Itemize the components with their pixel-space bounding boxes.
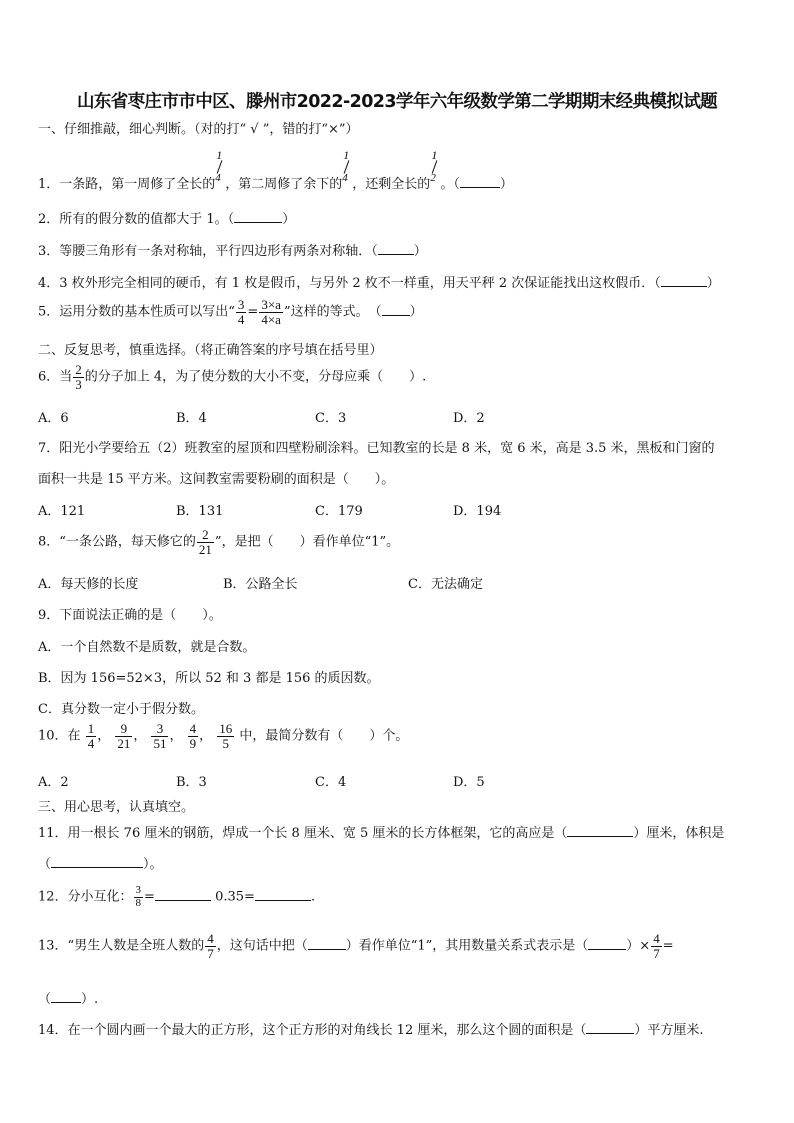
question-13: 13．“男生人数是全班人数的 $\frac{4}{7}$ ，这句话中把（ ）看作单位“1”，其用数量关系式表示是（ ）× $\frac{4}{7}$ = [38, 931, 674, 961]
fraction-2-3: $\frac{2}{3}$ [75, 362, 82, 392]
fraction-16-5: $\frac{16}{5}$ [219, 721, 233, 751]
q9-option-c[interactable]: C．真分数一定小于假分数。 [38, 702, 204, 717]
answer-blank[interactable] [155, 888, 211, 901]
fraction-3a-4a: $\frac{3\times a}{4\times a}$ [261, 297, 281, 327]
q8-option-b[interactable]: B．公路全长 [223, 577, 298, 592]
question-4: 4．3 枚外形完全相同的硬币，有 1 枚是假币，与另外 2 枚不一样重，用天平秤 2 次保证能找出这枚假币．（ ） [38, 276, 720, 291]
section-1-heading: 一、仔细推敲，细心判断。（对的打“ √ ”，错的打“×”） [38, 122, 359, 137]
q7-option-d[interactable]: D．194 [453, 504, 502, 519]
question-9: 9．下面说法正确的是（ ）。 [38, 608, 222, 623]
question-1: 1．一条路，第一周修了全长的 1 4 ，第二周修了余下的 1 4 ，还剩全长的 1 2 。（ ） [38, 148, 513, 192]
q1-text-a: 1．一条路，第一周修了全长的 [38, 177, 216, 192]
fraction-3-8: $\frac{3}{8}$ [135, 884, 142, 909]
fraction-2-21: $\frac{2}{21}$ [198, 527, 212, 557]
answer-blank[interactable] [460, 175, 500, 188]
q1-text-d: 。（ [440, 177, 460, 192]
fraction-9-21: $\frac{9}{21}$ [117, 721, 131, 751]
q10-option-d[interactable]: D．5 [453, 775, 485, 790]
question-8: 8．“一条公路，每天修它的 $\frac{2}{21}$ ”，是把（ ）看作单位“1”。 [38, 527, 400, 557]
q9-option-a[interactable]: A．一个自然数不是质数，就是合数。 [38, 640, 256, 655]
answer-blank[interactable] [234, 210, 282, 223]
question-2: 2．所有的假分数的值都大于 1。（ ） [38, 212, 296, 227]
question-3: 3．等腰三角形有一条对称轴，平行四边形有两条对称轴．（ ） [38, 244, 427, 259]
fraction-3-51: $\frac{3}{51}$ [153, 721, 167, 751]
answer-blank[interactable] [567, 824, 633, 837]
answer-blank[interactable] [378, 242, 414, 255]
answer-blank[interactable] [51, 855, 143, 868]
q7-option-c[interactable]: C．179 [315, 504, 363, 519]
question-14: 14．在一个圆内画一个最大的正方形，这个正方形的对角线长 12 厘米，那么这个圆的面积是（ ）平方厘米. [38, 1023, 704, 1038]
answer-blank[interactable] [255, 888, 311, 901]
answer-blank[interactable] [588, 937, 626, 950]
fraction-1-4: 1 4 [215, 148, 223, 184]
q10-option-c[interactable]: C．4 [315, 775, 347, 790]
q10-option-b[interactable]: B．3 [176, 775, 207, 790]
q7-option-b[interactable]: B．131 [176, 504, 224, 519]
fraction-1-4: $\frac{1}{4}$ [87, 721, 95, 751]
question-11-line-1: 11．用一根长 76 厘米的钢筋，焊成一个长 8 厘米、宽 5 厘米的长方体框架，它的高应是（ ）厘米，体积是 [38, 826, 725, 841]
answer-blank[interactable] [308, 937, 346, 950]
q6-option-c[interactable]: C．3 [315, 411, 347, 426]
q1-text-b: ，第二周修了余下的 [225, 177, 343, 192]
question-7-line-1: 7．阳光小学要给五（2）班教室的屋顶和四壁粉刷涂料。已知教室的长是 8 米，宽 6 米，高是 3.5 米，黑板和门窗的 [38, 441, 715, 456]
q1-text-c: ，还剩全长的 [352, 177, 431, 192]
answer-blank[interactable] [661, 274, 707, 287]
q7-option-a[interactable]: A．121 [38, 504, 86, 519]
q10-option-a[interactable]: A．2 [38, 775, 69, 790]
page-title: 山东省枣庄市市中区、滕州市2022-2023学年六年级数学第二学期期末经典模拟试题 [76, 92, 718, 112]
q8-option-c[interactable]: C．无法确定 [408, 577, 483, 592]
question-7-line-2: 面积一共是 15 平方米。这间教室需要粉刷的面积是（ ）。 [38, 472, 395, 487]
q9-option-b[interactable]: B．因为 156=52×3，所以 52 和 3 都是 156 的质因数。 [38, 671, 380, 686]
q6-option-d[interactable]: D．2 [453, 411, 485, 426]
answer-blank[interactable] [586, 1021, 634, 1034]
question-6: 6．当 $\frac{2}{3}$ 的分子加上 4，为了使分数的大小不变，分母应乘（ ）. [38, 362, 427, 392]
question-12: 12．分小互化： $\frac{3}{8}$ = 0.35= . [38, 884, 316, 909]
q6-option-a[interactable]: A．6 [38, 411, 69, 426]
q6-option-b[interactable]: B．4 [176, 411, 207, 426]
answer-blank[interactable] [51, 990, 81, 1003]
question-13-line-2: （ ）. [38, 992, 99, 1007]
fraction-1-2: 1 2 [430, 148, 438, 184]
section-3-heading: 三、用心思考，认真填空。 [38, 800, 195, 815]
fraction-1-4-b: 1 4 [342, 148, 350, 184]
fraction-4-7: $\frac{4}{7}$ [207, 931, 214, 961]
fraction-3-4: $\frac{3}{4}$ [237, 297, 245, 327]
question-11-line-2: （ ）。 [38, 857, 163, 872]
section-2-heading: 二、反复思考，慎重选择。（将正确答案的序号填在括号里） [38, 343, 383, 358]
question-10: 10．在 $\frac{1}{4}$ ， $\frac{9}{21}$ ， $\frac{3}{51}$ ， $\frac{4}{9}$ ， $\frac{16}{5}$ 中，最简分数有（ ）个。 [38, 721, 409, 751]
question-5: 5．运用分数的基本性质可以写出“ $\frac{3}{4}$ = $\frac{3\times a}{4\times a}$ ”这样的等式。 （ ） [38, 297, 423, 327]
answer-blank[interactable] [382, 303, 410, 316]
q8-option-a[interactable]: A．每天修的长度 [38, 577, 139, 592]
fraction-4-9: $\frac{4}{9}$ [189, 721, 197, 751]
fraction-4-7-b: $\frac{4}{7}$ [653, 931, 660, 961]
